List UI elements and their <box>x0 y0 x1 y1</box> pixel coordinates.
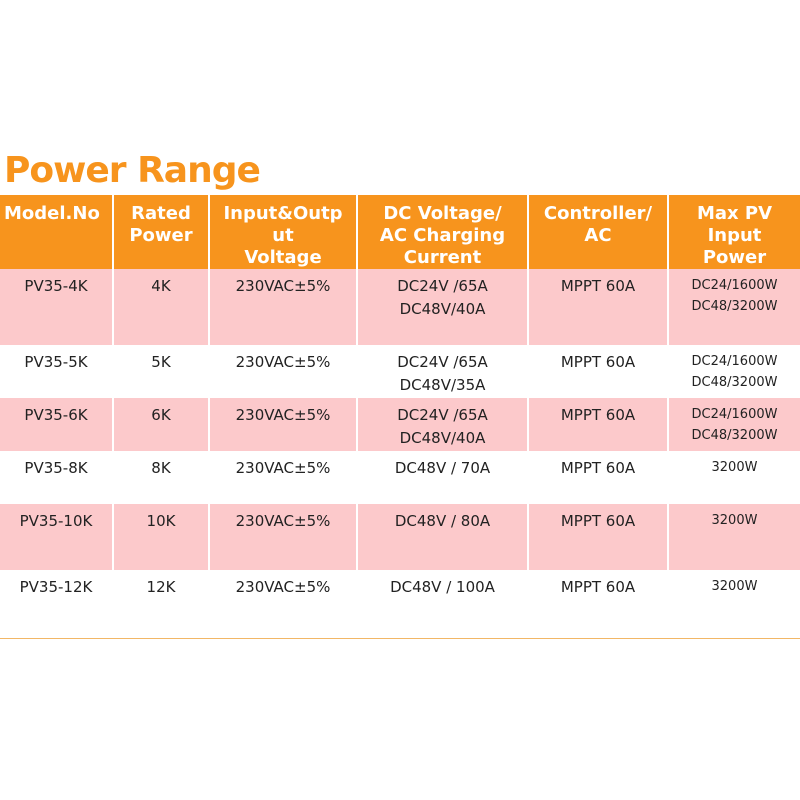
cell-model: PV35-8K <box>0 451 113 504</box>
cell-rated-power: 8K <box>113 451 209 504</box>
cell-voltage: 230VAC±5% <box>209 269 357 345</box>
header-dc-voltage-ac-charging: DC Voltage/ AC Charging Current <box>357 195 528 269</box>
cell-dc-voltage: DC24V /65A DC48V/35A <box>357 345 528 398</box>
table-row <box>0 570 800 625</box>
cell-max-pv: 3200W <box>668 451 800 504</box>
cell-model: PV35-6K <box>0 398 113 451</box>
cell-dc-voltage: DC48V / 70A <box>357 451 528 504</box>
cell-voltage: 230VAC±5% <box>209 345 357 398</box>
cell-max-pv: 3200W <box>668 504 800 570</box>
table-row <box>0 451 800 504</box>
cell-rated-power: 10K <box>113 504 209 570</box>
header-input-output-voltage: Input&Outp ut Voltage <box>209 195 357 269</box>
cell-model: PV35-10K <box>0 504 113 570</box>
cell-controller: MPPT 60A <box>528 451 668 504</box>
power-range-table <box>0 195 800 625</box>
cell-voltage: 230VAC±5% <box>209 398 357 451</box>
cell-dc-voltage: DC24V /65A DC48V/40A <box>357 269 528 345</box>
cell-max-pv: DC24/1600W DC48/3200W <box>668 269 800 345</box>
cell-voltage: 230VAC±5% <box>209 451 357 504</box>
cell-rated-power: 4K <box>113 269 209 345</box>
cell-controller: MPPT 60A <box>528 269 668 345</box>
cell-max-pv: 3200W <box>668 570 800 625</box>
header-controller-ac: Controller/ AC <box>528 195 668 269</box>
cell-model: PV35-5K <box>0 345 113 398</box>
cell-dc-voltage: DC24V /65A DC48V/40A <box>357 398 528 451</box>
header-rated-power: Rated Power <box>113 195 209 269</box>
cell-controller: MPPT 60A <box>528 398 668 451</box>
header-model-no: Model.No <box>0 195 113 269</box>
table-row <box>0 345 800 398</box>
cell-controller: MPPT 60A <box>528 504 668 570</box>
cell-model: PV35-12K <box>0 570 113 625</box>
table-row <box>0 398 800 451</box>
cell-dc-voltage: DC48V / 80A <box>357 504 528 570</box>
cell-rated-power: 5K <box>113 345 209 398</box>
table-header-row <box>0 195 800 269</box>
bottom-divider <box>0 638 800 639</box>
cell-max-pv: DC24/1600W DC48/3200W <box>668 398 800 451</box>
cell-rated-power: 12K <box>113 570 209 625</box>
cell-controller: MPPT 60A <box>528 570 668 625</box>
cell-voltage: 230VAC±5% <box>209 504 357 570</box>
cell-model: PV35-4K <box>0 269 113 345</box>
table-row <box>0 504 800 570</box>
cell-controller: MPPT 60A <box>528 345 668 398</box>
page-title: Power Range <box>4 150 260 191</box>
cell-max-pv: DC24/1600W DC48/3200W <box>668 345 800 398</box>
cell-voltage: 230VAC±5% <box>209 570 357 625</box>
header-max-pv-input-power: Max PV Input Power <box>668 195 800 269</box>
table-row <box>0 269 800 345</box>
cell-dc-voltage: DC48V / 100A <box>357 570 528 625</box>
cell-rated-power: 6K <box>113 398 209 451</box>
